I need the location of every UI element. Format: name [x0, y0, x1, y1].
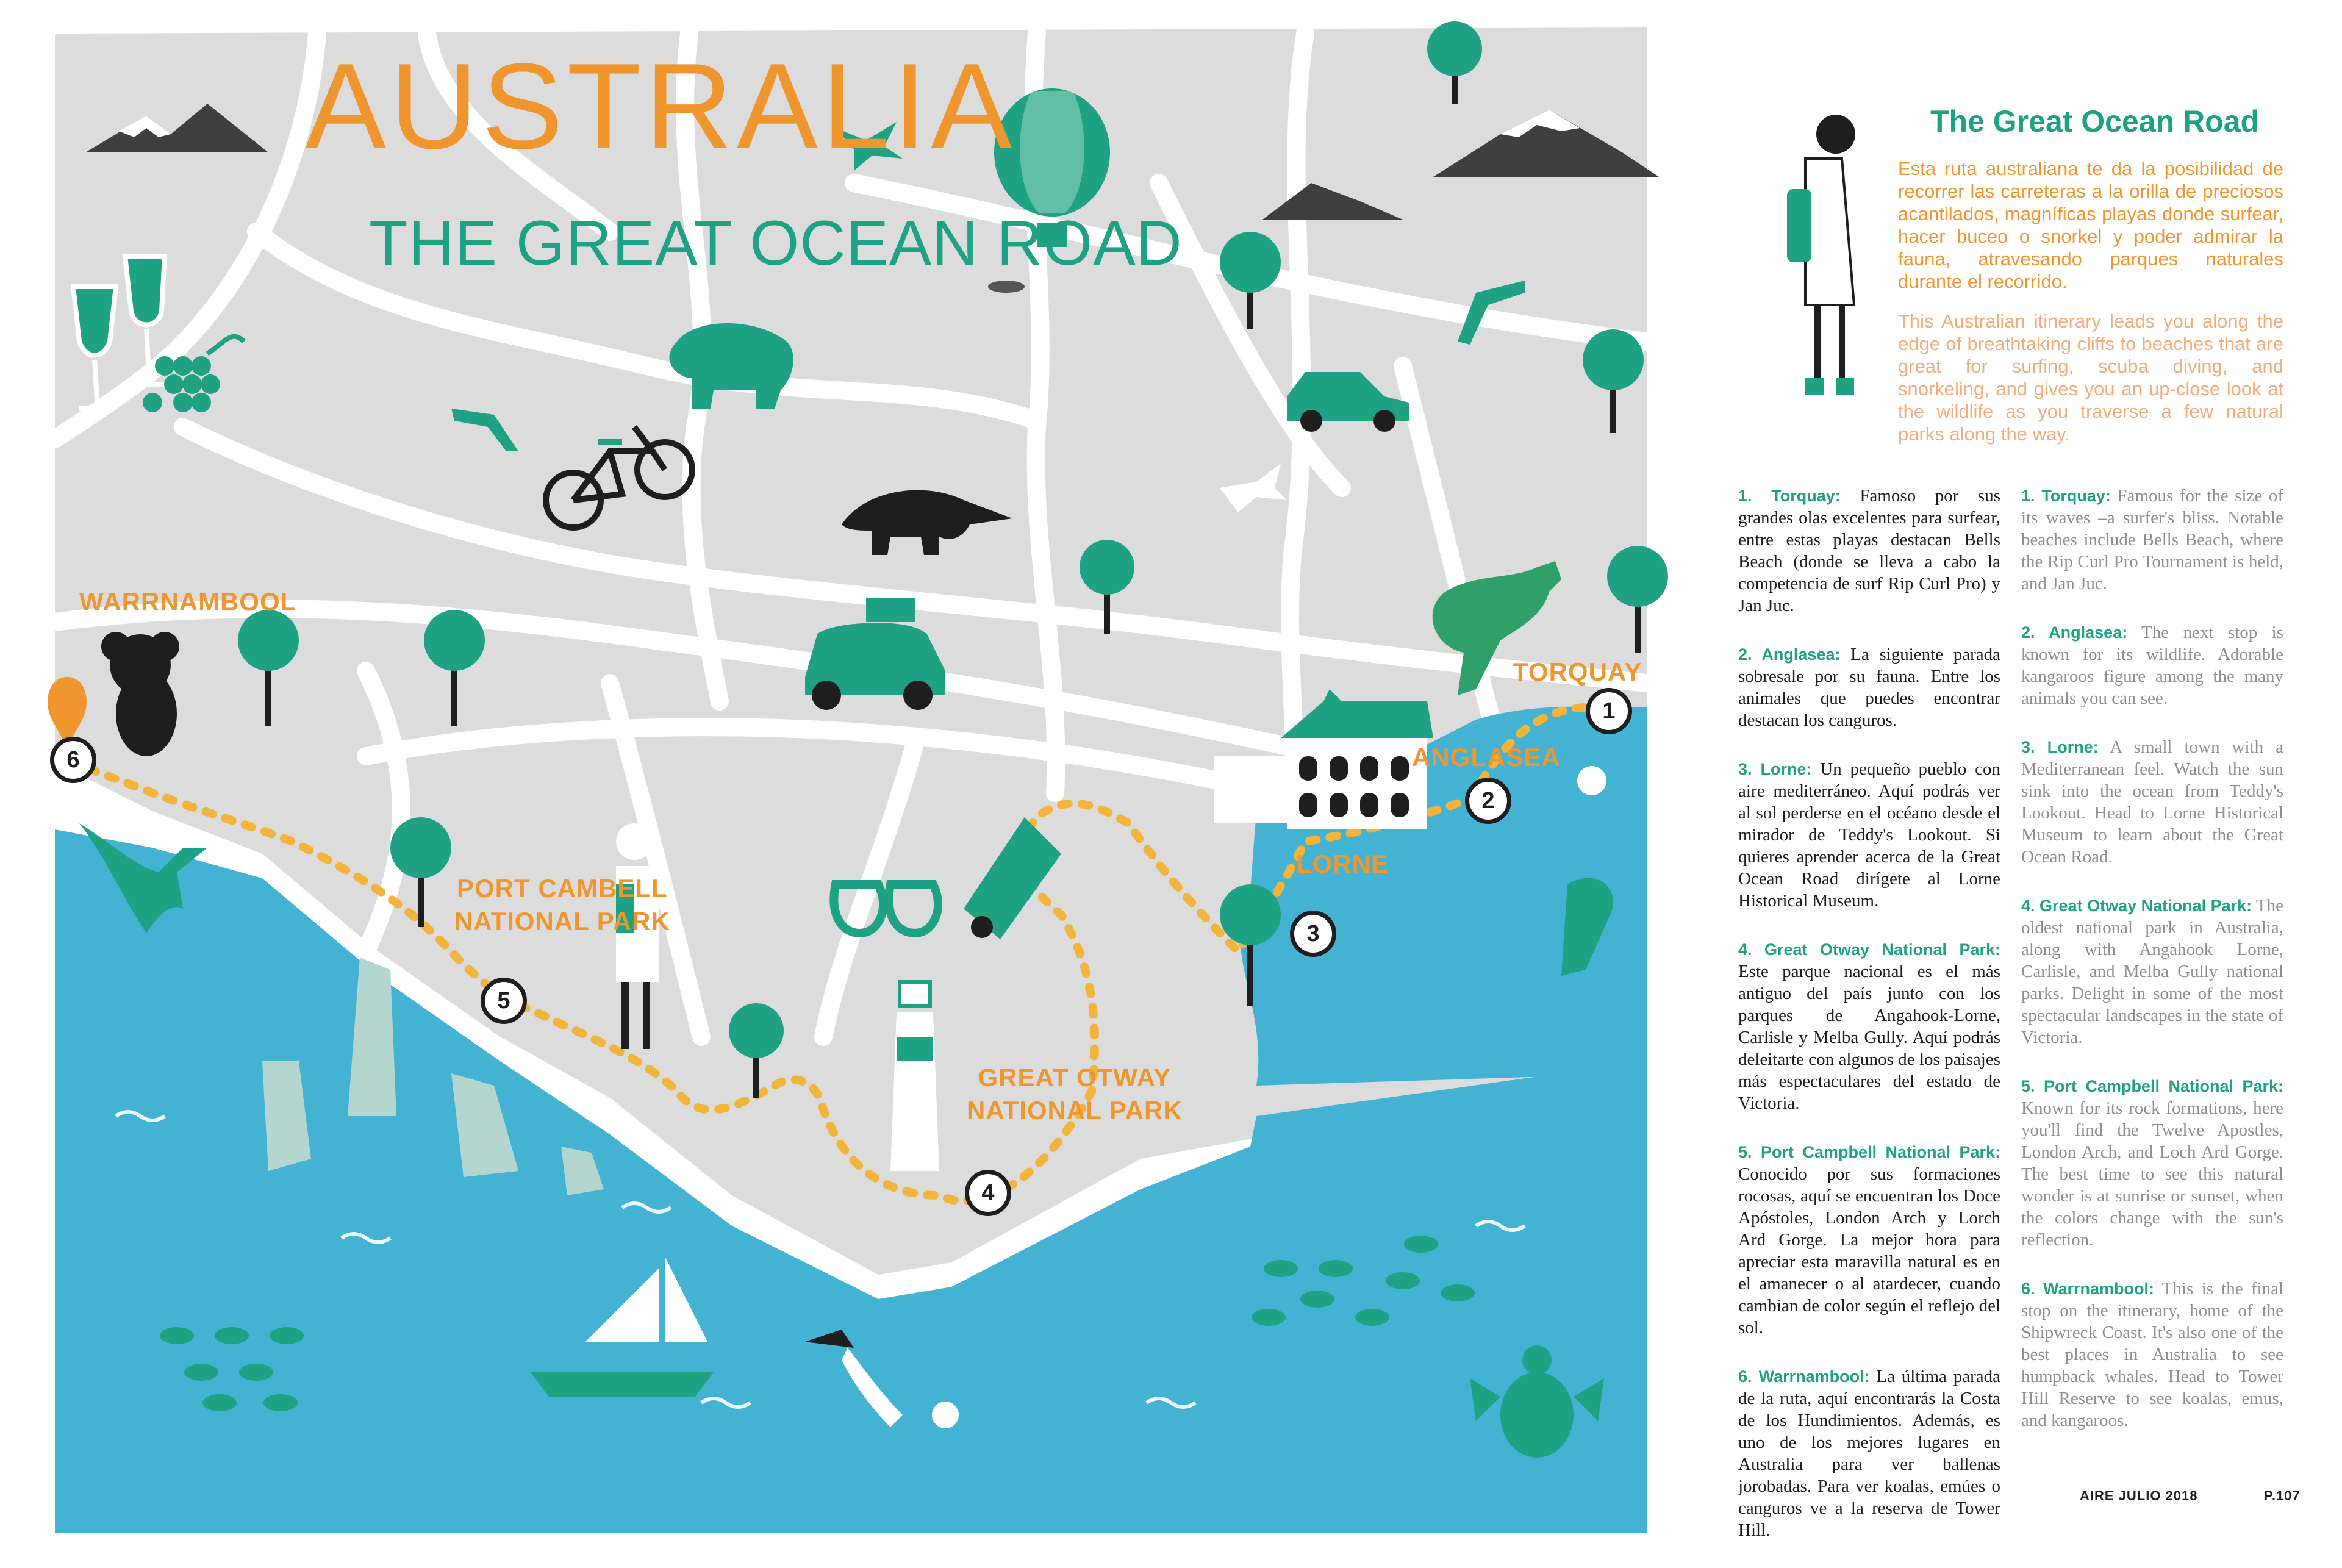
entry-en-5: 5. Port Campbell National Park: Known for its rock formations, here you'll find the Twelve Apostles, London Arch, and Loch Ard Gorge. The best time to see this natural wonder is at sunrise or sunset, when the colors change with the sun's reflection.	[2021, 1077, 2283, 1250]
panel-title: The Great Ocean Road	[1930, 104, 2260, 138]
entry-en-6: 6. Warrnambool: This is the final stop on the itinerary, home of the Shipwreck Coast. It's also one of the best places in Australia to see humpback whales. Head to Tower Hill Reserve to see koalas, emus, and kangaroos.	[2021, 1279, 2283, 1430]
text-panel	[1683, 0, 2342, 1540]
place-label-warrnambool: WARRNAMBOOL	[79, 587, 297, 616]
route-stop-4: 4	[965, 1170, 1011, 1216]
entry-es-3: 3. Lorne: Un pequeño pueblo con aire mediterráneo. Aquí podrás ver al sol perderse en el océano desde el mirador de Teddy's Lookout. Si quieres aprender acerca de la Great Ocean Road dirígete al Lorne Historical Museum.	[1738, 759, 2000, 911]
intro-english: This Australian itinerary leads you along the edge of breathtaking cliffs to beaches that are great for surfing, scuba diving, and snorkeling, and gives you an up-close look at the wildlife as you traverse a few natural parks along the way.	[1898, 310, 2283, 445]
intro-spanish: Esta ruta australiana te da la posibilidad de recorrer las carreteras a la orilla de preciosos acantilados, magníficas playas donde surfear, hacer buceo o snorkel y poder admirar la fauna, atravesando parques naturales durante el recorrido.	[1898, 158, 2283, 292]
route-stop-2: 2	[1465, 778, 1511, 824]
entry-es-5: 5. Port Campbell National Park: Conocido por sus formaciones rocosas, aquí se encuentran los Doce Apóstoles, London Arch y Lorch Ard Gorge. La mejor hora para apreciar esta maravilla natural es en el amanecer o al atardecer, cuando cambian de color según el reflejo del sol.	[1738, 1143, 2000, 1337]
entry-en-3: 3. Lorne: A small town with a Mediterranean feel. Watch the sun sink into the ocean from Teddy's Lookout. Head to Lorne Historical Museum to learn about the Great Ocean Road.	[2021, 737, 2284, 867]
entry-es-1: 1. Torquay: Famoso por sus grandes olas excelentes para surfear, entre estas playas destacan Bells Beach (donde se lleva a cabo la competencia de surf Rip Curl Pro) y Jan Juc.	[1738, 486, 2000, 615]
itinerary-spanish	[1738, 485, 2000, 1568]
map-title: AUSTRALIA	[305, 38, 1016, 174]
place-label-great-otway: GREAT OTWAY NATIONAL PARK	[967, 1063, 1183, 1125]
entry-en-4: 4. Great Otway National Park: The oldest national park in Australia, along with Angahook Lorne, Carlisle, and Melba Gully national parks. Delight in some of the most spectacular landscapes in the state of Victoria.	[2021, 896, 2283, 1047]
place-label-anglasea: ANGLASEA	[1412, 743, 1561, 771]
place-label-torquay: TORQUAY	[1513, 657, 1642, 686]
route-stop-3: 3	[1290, 911, 1336, 957]
map-subtitle: THE GREAT OCEAN ROAD	[369, 208, 1183, 279]
route-stop-6: 6	[50, 737, 96, 783]
route-stop-5: 5	[481, 978, 527, 1024]
route-stop-1: 1	[1586, 688, 1632, 734]
entry-en-1: 1. Torquay: Famous for the size of its waves –a surfer's bliss. Notable beaches include Bells Beach, where the Rip Curl Pro Tournament is held, and Jan Juc.	[2021, 486, 2283, 593]
hiker-icon	[1763, 98, 1885, 427]
entry-es-2: 2. Anglasea: La siguiente parada sobresale por su fauna. Entre los animales que puedes encontrar destacan los canguros.	[1738, 645, 2000, 730]
footer-page-number: P.107	[2264, 1488, 2301, 1503]
entry-es-6: 6. Warrnambool: La última parada de la ruta, aquí encontrarás la Costa de los Hundimientos. Además, es uno de los mejores lugares en Australia para ver ballenas jorobadas. Para ver koalas, emúes o canguros ve a la reserva de Tower Hill.	[1738, 1367, 2000, 1540]
place-label-lorne: LORNE	[1296, 850, 1389, 878]
footer-magazine: AIRE JULIO 2018	[2080, 1488, 2198, 1503]
itinerary-english	[2021, 485, 2283, 1458]
entry-en-2: 2. Anglasea: The next stop is known for its wildlife. Adorable kangaroos figure among the many animals you can see.	[2021, 623, 2283, 708]
place-label-port-campbell: PORT CAMBELL NATIONAL PARK	[454, 874, 670, 936]
entry-es-4: 4. Great Otway National Park: Este parque nacional es el más antiguo del país junto con los parques de Angahook-Lorne, Carlisle y Melba Gully. Aquí podrás deleitarte con algunos de los paisajes más espectaculares del estado de Victoria.	[1738, 940, 2000, 1113]
